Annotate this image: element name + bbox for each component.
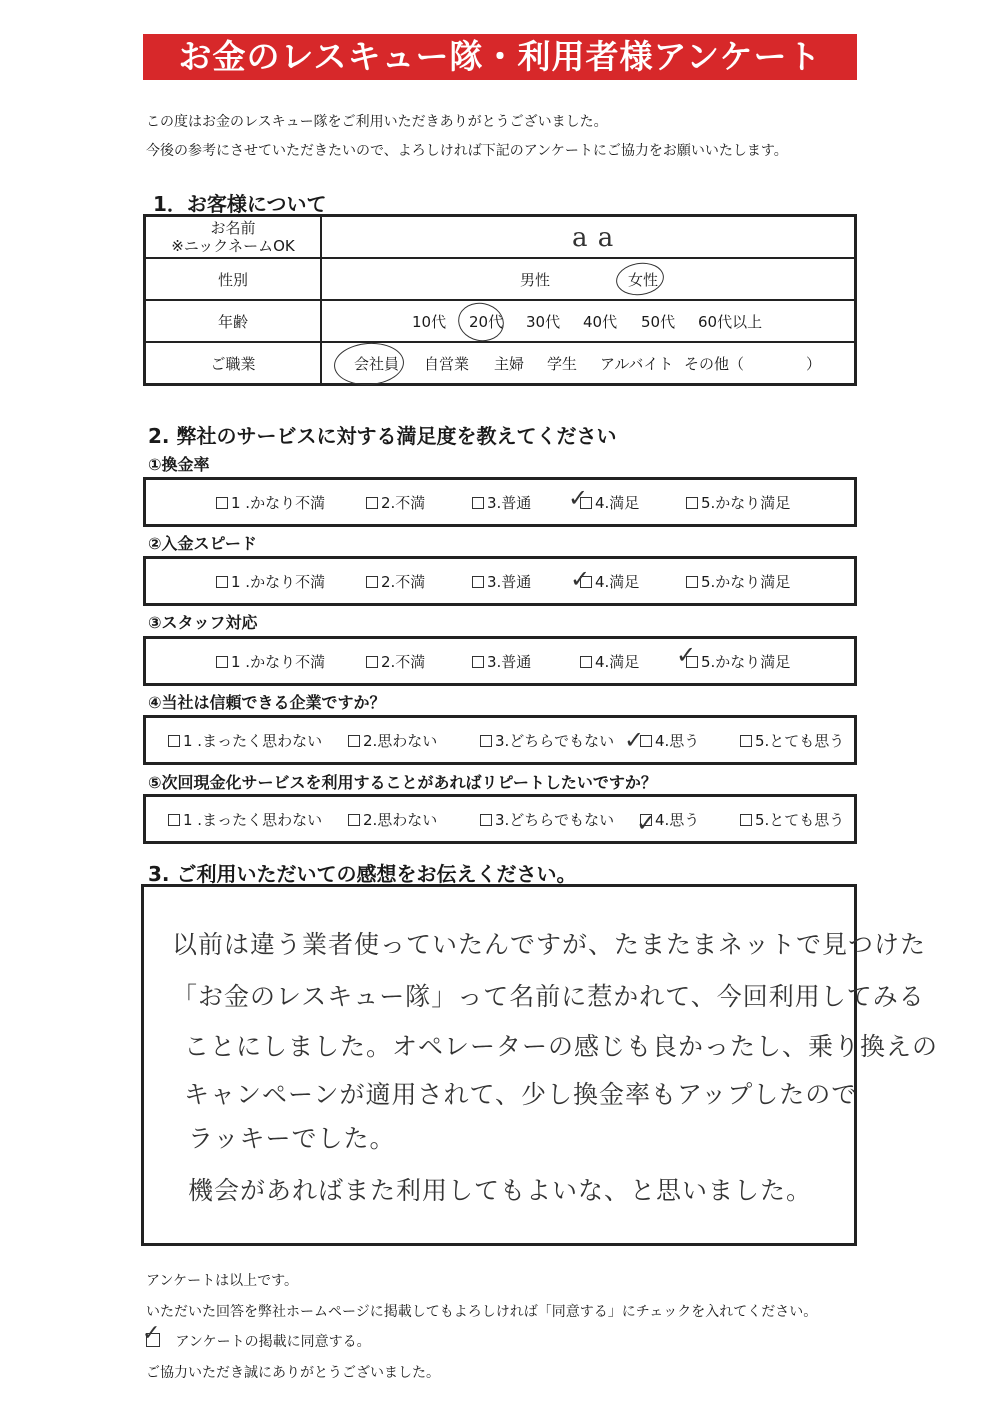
checkbox-icon[interactable] — [740, 814, 752, 826]
q3-option-3-label: 3.普通 — [487, 653, 532, 671]
name-value: a a — [572, 223, 615, 253]
q2-option-5-label: 5.かなり満足 — [701, 573, 791, 591]
job-label: ご職業 — [145, 342, 322, 385]
q4-option-2-label: 2.思わない — [363, 732, 438, 750]
checkbox-icon[interactable] — [348, 814, 360, 826]
age-row — [145, 300, 856, 342]
job-option-other[interactable]: その他（ — [684, 355, 745, 373]
gender-field — [321, 258, 856, 300]
q4-options-box — [143, 715, 857, 765]
q1-option-2-label: 2.不満 — [381, 494, 426, 512]
footer-thanks: ご協力いただき誠にありがとうございました。 — [146, 1365, 440, 1381]
name-row — [145, 216, 856, 259]
q4-option-3-label: 3.どちらでもない — [495, 732, 615, 750]
q3-option-5[interactable] — [686, 651, 790, 672]
q3-option-1[interactable] — [216, 651, 325, 672]
checkbox-icon[interactable] — [348, 735, 360, 747]
q2-option-3[interactable] — [472, 571, 531, 592]
q3-option-2-label: 2.不満 — [381, 653, 426, 671]
age-option-30[interactable]: 30代 — [526, 313, 561, 331]
job-row — [145, 342, 856, 385]
q2-option-2-label: 2.不満 — [381, 573, 426, 591]
q1-option-4-label: 4.満足 — [595, 494, 640, 512]
q2-option-1[interactable] — [216, 571, 325, 592]
q4-option-4[interactable] — [640, 730, 699, 751]
checkbox-icon[interactable] — [686, 576, 698, 588]
age-field — [321, 300, 856, 342]
q3-option-4[interactable] — [580, 651, 639, 672]
q3-options-box — [143, 636, 857, 686]
gender-label: 性別 — [145, 258, 322, 300]
comment-line-2: 「お金のレスキュー隊」って名前に惹かれて、今回利用してみる — [172, 982, 925, 1011]
gender-option-male[interactable]: 男性 — [520, 271, 551, 289]
job-option-company-employee[interactable]: 会社員 — [354, 355, 400, 373]
comment-line-3: ことにしました。オペレーターの感じも良かったし、乗り換えの — [184, 1032, 939, 1061]
checkbox-icon[interactable] — [168, 735, 180, 747]
consent-label: アンケートの掲載に同意する。 — [175, 1334, 371, 1350]
gender-option-female[interactable]: 女性 — [628, 271, 659, 289]
q1-options-box — [143, 477, 857, 527]
customer-info-table — [143, 214, 857, 386]
checkbox-icon[interactable] — [366, 656, 378, 668]
q5-option-2[interactable] — [348, 809, 437, 830]
q5-option-4-label: 4.思う — [655, 811, 700, 829]
q4-option-5[interactable] — [740, 730, 844, 751]
section1-title: 1．お客様について — [153, 192, 327, 216]
checkbox-icon[interactable] — [472, 656, 484, 668]
checkbox-icon[interactable] — [168, 814, 180, 826]
comment-textarea[interactable] — [141, 884, 939, 1246]
q1-option-5[interactable] — [686, 492, 790, 513]
intro-line-2: 今後の参考にさせていただきたいので、よろしければ下記のアンケートにご協力をお願いいたします。 — [146, 143, 788, 159]
q4-option-1[interactable] — [168, 730, 322, 751]
q1-option-1[interactable] — [216, 492, 325, 513]
checkbox-icon[interactable] — [480, 814, 492, 826]
footer-line-2: いただいた回答を弊社ホームページに掲載してもよろしければ「同意する」にチェックを入れてください。 — [146, 1304, 818, 1320]
checkbox-icon[interactable] — [366, 497, 378, 509]
footer-line-1: アンケートは以上です。 — [146, 1273, 299, 1289]
name-label-main: お名前 — [210, 219, 256, 237]
checkbox-icon[interactable] — [216, 656, 228, 668]
age-option-10[interactable]: 10代 — [412, 313, 447, 331]
age-selected-circle — [455, 299, 508, 346]
check-mark-icon: ✓ — [142, 1321, 161, 1346]
job-option-self-employed[interactable]: 自営業 — [424, 355, 470, 373]
job-option-part-time[interactable]: アルバイト — [600, 355, 674, 373]
q2-title: ②入金スピード — [148, 534, 257, 553]
checkbox-icon[interactable] — [480, 735, 492, 747]
intro-line-1: この度はお金のレスキュー隊をご利用いただきありがとうございました。 — [146, 114, 608, 130]
q2-option-4-label: 4.満足 — [595, 573, 640, 591]
checkbox-icon[interactable] — [686, 497, 698, 509]
job-option-student[interactable]: 学生 — [547, 355, 578, 373]
q4-option-5-label: 5.とても思う — [755, 732, 845, 750]
check-mark-icon: ✓ — [636, 809, 657, 837]
checkbox-icon[interactable] — [216, 576, 228, 588]
q3-option-2[interactable] — [366, 651, 425, 672]
comment-line-4: キャンペーンが適用されて、少し換金率もアップしたので — [184, 1080, 858, 1109]
q5-option-3[interactable] — [480, 809, 614, 830]
q1-option-1-label: 1 .かなり不満 — [231, 494, 326, 512]
q1-option-3[interactable] — [472, 492, 531, 513]
q3-option-4-label: 4.満足 — [595, 653, 640, 671]
age-option-20[interactable]: 20代 — [469, 313, 504, 331]
q4-option-3[interactable] — [480, 730, 614, 751]
q5-option-2-label: 2.思わない — [363, 811, 438, 829]
gender-row — [145, 258, 856, 300]
checkbox-icon[interactable] — [472, 497, 484, 509]
q2-options-box — [143, 556, 857, 606]
q5-options-box — [143, 794, 857, 844]
q5-title: ⑤次回現金化サービスを利用することがあればリピートしたいですか？ — [148, 773, 657, 792]
q5-option-5[interactable] — [740, 809, 844, 830]
check-mark-icon: ✓ — [676, 641, 697, 669]
checkbox-icon[interactable] — [472, 576, 484, 588]
q3-option-5-label: 5.かなり満足 — [701, 653, 791, 671]
q5-option-1[interactable] — [168, 809, 322, 830]
q2-option-2[interactable] — [366, 571, 425, 592]
q1-option-3-label: 3.普通 — [487, 494, 532, 512]
age-option-60plus[interactable]: 60代以上 — [698, 313, 763, 331]
q4-title: ④当社は信頼できる企業ですか？ — [148, 693, 386, 712]
q4-option-4-label: 4.思う — [655, 732, 700, 750]
section2-title: 2. 弊社のサービスに対する満足度を教えてください — [148, 424, 617, 448]
comment-line-1: 以前は違う業者使っていたんですが、たまたまネットで見つけた — [172, 930, 927, 959]
consent-checkbox-row[interactable] — [146, 1331, 371, 1351]
comment-line-5: ラッキーでした。 — [188, 1124, 396, 1153]
page-title: お金のレスキュー隊・利用者様アンケート — [143, 34, 857, 80]
name-label — [145, 216, 322, 259]
q2-option-1-label: 1 .かなり不満 — [231, 573, 326, 591]
q3-option-1-label: 1 .かなり不満 — [231, 653, 326, 671]
q5-option-3-label: 3.どちらでもない — [495, 811, 615, 829]
name-field[interactable] — [321, 216, 856, 259]
q5-option-1-label: 1 .まったく思わない — [183, 811, 323, 829]
q5-option-5-label: 5.とても思う — [755, 811, 845, 829]
q1-title: ①換金率 — [148, 455, 210, 474]
q4-option-2[interactable] — [348, 730, 437, 751]
q1-option-5-label: 5.かなり満足 — [701, 494, 791, 512]
q2-option-3-label: 3.普通 — [487, 573, 532, 591]
checkbox-icon[interactable] — [216, 497, 228, 509]
check-mark-icon: ✓ — [568, 484, 589, 512]
q2-option-5[interactable] — [686, 571, 790, 592]
section3-title: 3. ご利用いただいての感想をお伝えください。 — [148, 862, 577, 886]
q1-option-2[interactable] — [366, 492, 425, 513]
comment-line-6: 機会があればまた利用してもよいな、と思いました。 — [188, 1176, 813, 1205]
q3-title: ③スタッフ対応 — [148, 613, 258, 632]
q1-option-4[interactable] — [580, 492, 639, 513]
q3-option-3[interactable] — [472, 651, 531, 672]
checkbox-icon[interactable] — [366, 576, 378, 588]
job-selected-circle — [333, 341, 406, 388]
age-label: 年齢 — [145, 300, 322, 342]
name-label-note: ※ニックネームOK — [171, 237, 295, 255]
job-option-housewife[interactable]: 主婦 — [494, 355, 525, 373]
checkbox-icon[interactable] — [580, 656, 592, 668]
check-mark-icon: ✓ — [570, 565, 591, 593]
gender-selected-circle — [614, 260, 666, 298]
check-mark-icon: ✓ — [624, 726, 645, 754]
q4-option-1-label: 1 .まったく思わない — [183, 732, 323, 750]
age-option-50[interactable]: 50代 — [641, 313, 676, 331]
job-field — [321, 342, 856, 385]
checkbox-icon[interactable] — [740, 735, 752, 747]
age-option-40[interactable]: 40代 — [583, 313, 618, 331]
job-option-other-close: ） — [806, 355, 822, 373]
